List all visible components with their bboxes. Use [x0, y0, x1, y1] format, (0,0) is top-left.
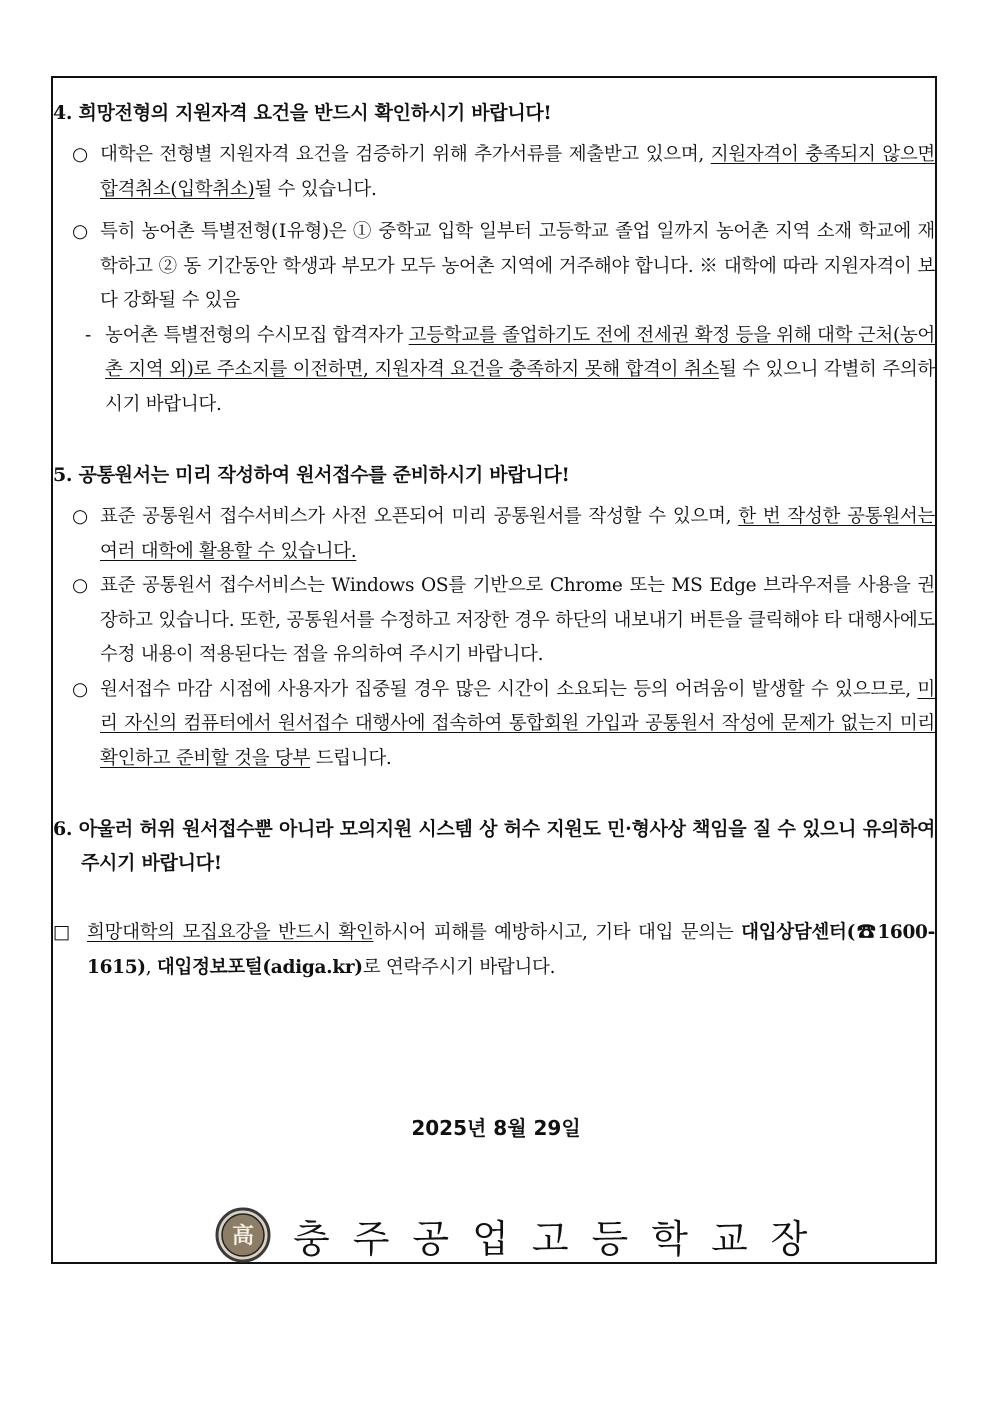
- checkbox-square-icon: □: [53, 922, 71, 943]
- signature-block: [215, 1205, 830, 1265]
- circle-bullet-icon: ○: [72, 221, 88, 242]
- section-4-subitem: - 농어촌 특별전형의 수시모집 합격자가 고등학교를 졸업하기도 전에 전세권 확정 등을 위해 대학 근처(농어촌 지역 외)로 주소지를 이전하면, 지원자격 요건을 충족하지 못해 합격이 취소될 수 있으니 각별히 주의하시기 바랍니다.: [53, 319, 935, 423]
- section-4-item-2: ○ 특히 농어촌 특별전형(Ⅰ유형)은 ① 중학교 입학 일부터 고등학교 졸업 일까지 농어촌 지역 소재 학교에 재학하고 ② 동 기간동안 학생과 부모가 모두 농어촌 지역에 거주해야 합니다. ※ 대학에 따라 지원자격이 보다 강화될 수 있음: [53, 215, 935, 319]
- section-4-item-1: ○ 대학은 전형별 지원자격 요건을 검증하기 위해 추가서류를 제출받고 있으며, 지원자격이 충족되지 않으면 합격취소(입학취소)될 수 있습니다.: [53, 138, 935, 207]
- document-date: 2025년 8월 29일: [411, 1116, 581, 1140]
- notice-body: [53, 96, 935, 985]
- contact-note: □ 희망대학의 모집요강을 반드시 확인하시어 피해를 예방하시고, 기타 대입 문의는 대입상담센터(☎1600-1615), 대입정보포털(adiga.kr)로 연락주시기 바랍니다.: [53, 916, 935, 985]
- school-seal-icon: [215, 1207, 271, 1263]
- section-5-heading: 5. 공통원서는 미리 작성하여 원서접수를 준비하시기 바랍니다!: [53, 464, 570, 486]
- circle-bullet-icon: ○: [72, 506, 88, 527]
- dash-bullet-icon: -: [85, 324, 91, 346]
- seal-character: 高: [231, 1223, 255, 1249]
- counseling-center-contact: 대입상담센터(☎1600-1615): [87, 922, 935, 978]
- circle-bullet-icon: ○: [72, 144, 88, 165]
- circle-bullet-icon: ○: [72, 678, 88, 700]
- circle-bullet-icon: ○: [72, 575, 88, 596]
- section-4-heading: 4. 희망전형의 지원자격 요건을 반드시 확인하시기 바랍니다!: [53, 102, 552, 124]
- section-5-item-1: ○ 표준 공통원서 접수서비스가 사전 오픈되어 미리 공통원서를 작성할 수 있으며, 한 번 작성한 공통원서는 여러 대학에 활용할 수 있습니다.: [53, 500, 935, 569]
- section-5-item-3: ○ 원서접수 마감 시점에 사용자가 집중될 경우 많은 시간이 소요되는 등의 어려움이 발생할 수 있으므로, 미리 자신의 컴퓨터에서 원서접수 대행사에 접속하여 통합회원 가입과 공통원서 작성에 문제가 없는지 미리 확인하고 준비할 것을 당부 드립니다.: [53, 673, 935, 777]
- school-principal-title: 충주공업고등학교장: [293, 1216, 831, 1261]
- section-6-heading: 6. 아울러 허위 원서접수뿐 아니라 모의지원 시스템 상 허수 지원도 민·형사상 책임을 질 수 있으니 유의하여 주시기 바랍니다!: [53, 818, 935, 874]
- adiga-portal-contact: 대입정보포털(adiga.kr): [156, 956, 363, 978]
- section-5-item-2: ○ 표준 공통원서 접수서비스는 Windows OS를 기반으로 Chrome 또는 MS Edge 브라우저를 사용을 권장하고 있습니다. 또한, 공통원서를 수정하고 저장한 경우 하단의 내보내기 버튼을 클릭해야 타 대행사에도 수정 내용이 적용된다는 점을 유의하여 주시기 바랍니다.: [53, 569, 935, 673]
